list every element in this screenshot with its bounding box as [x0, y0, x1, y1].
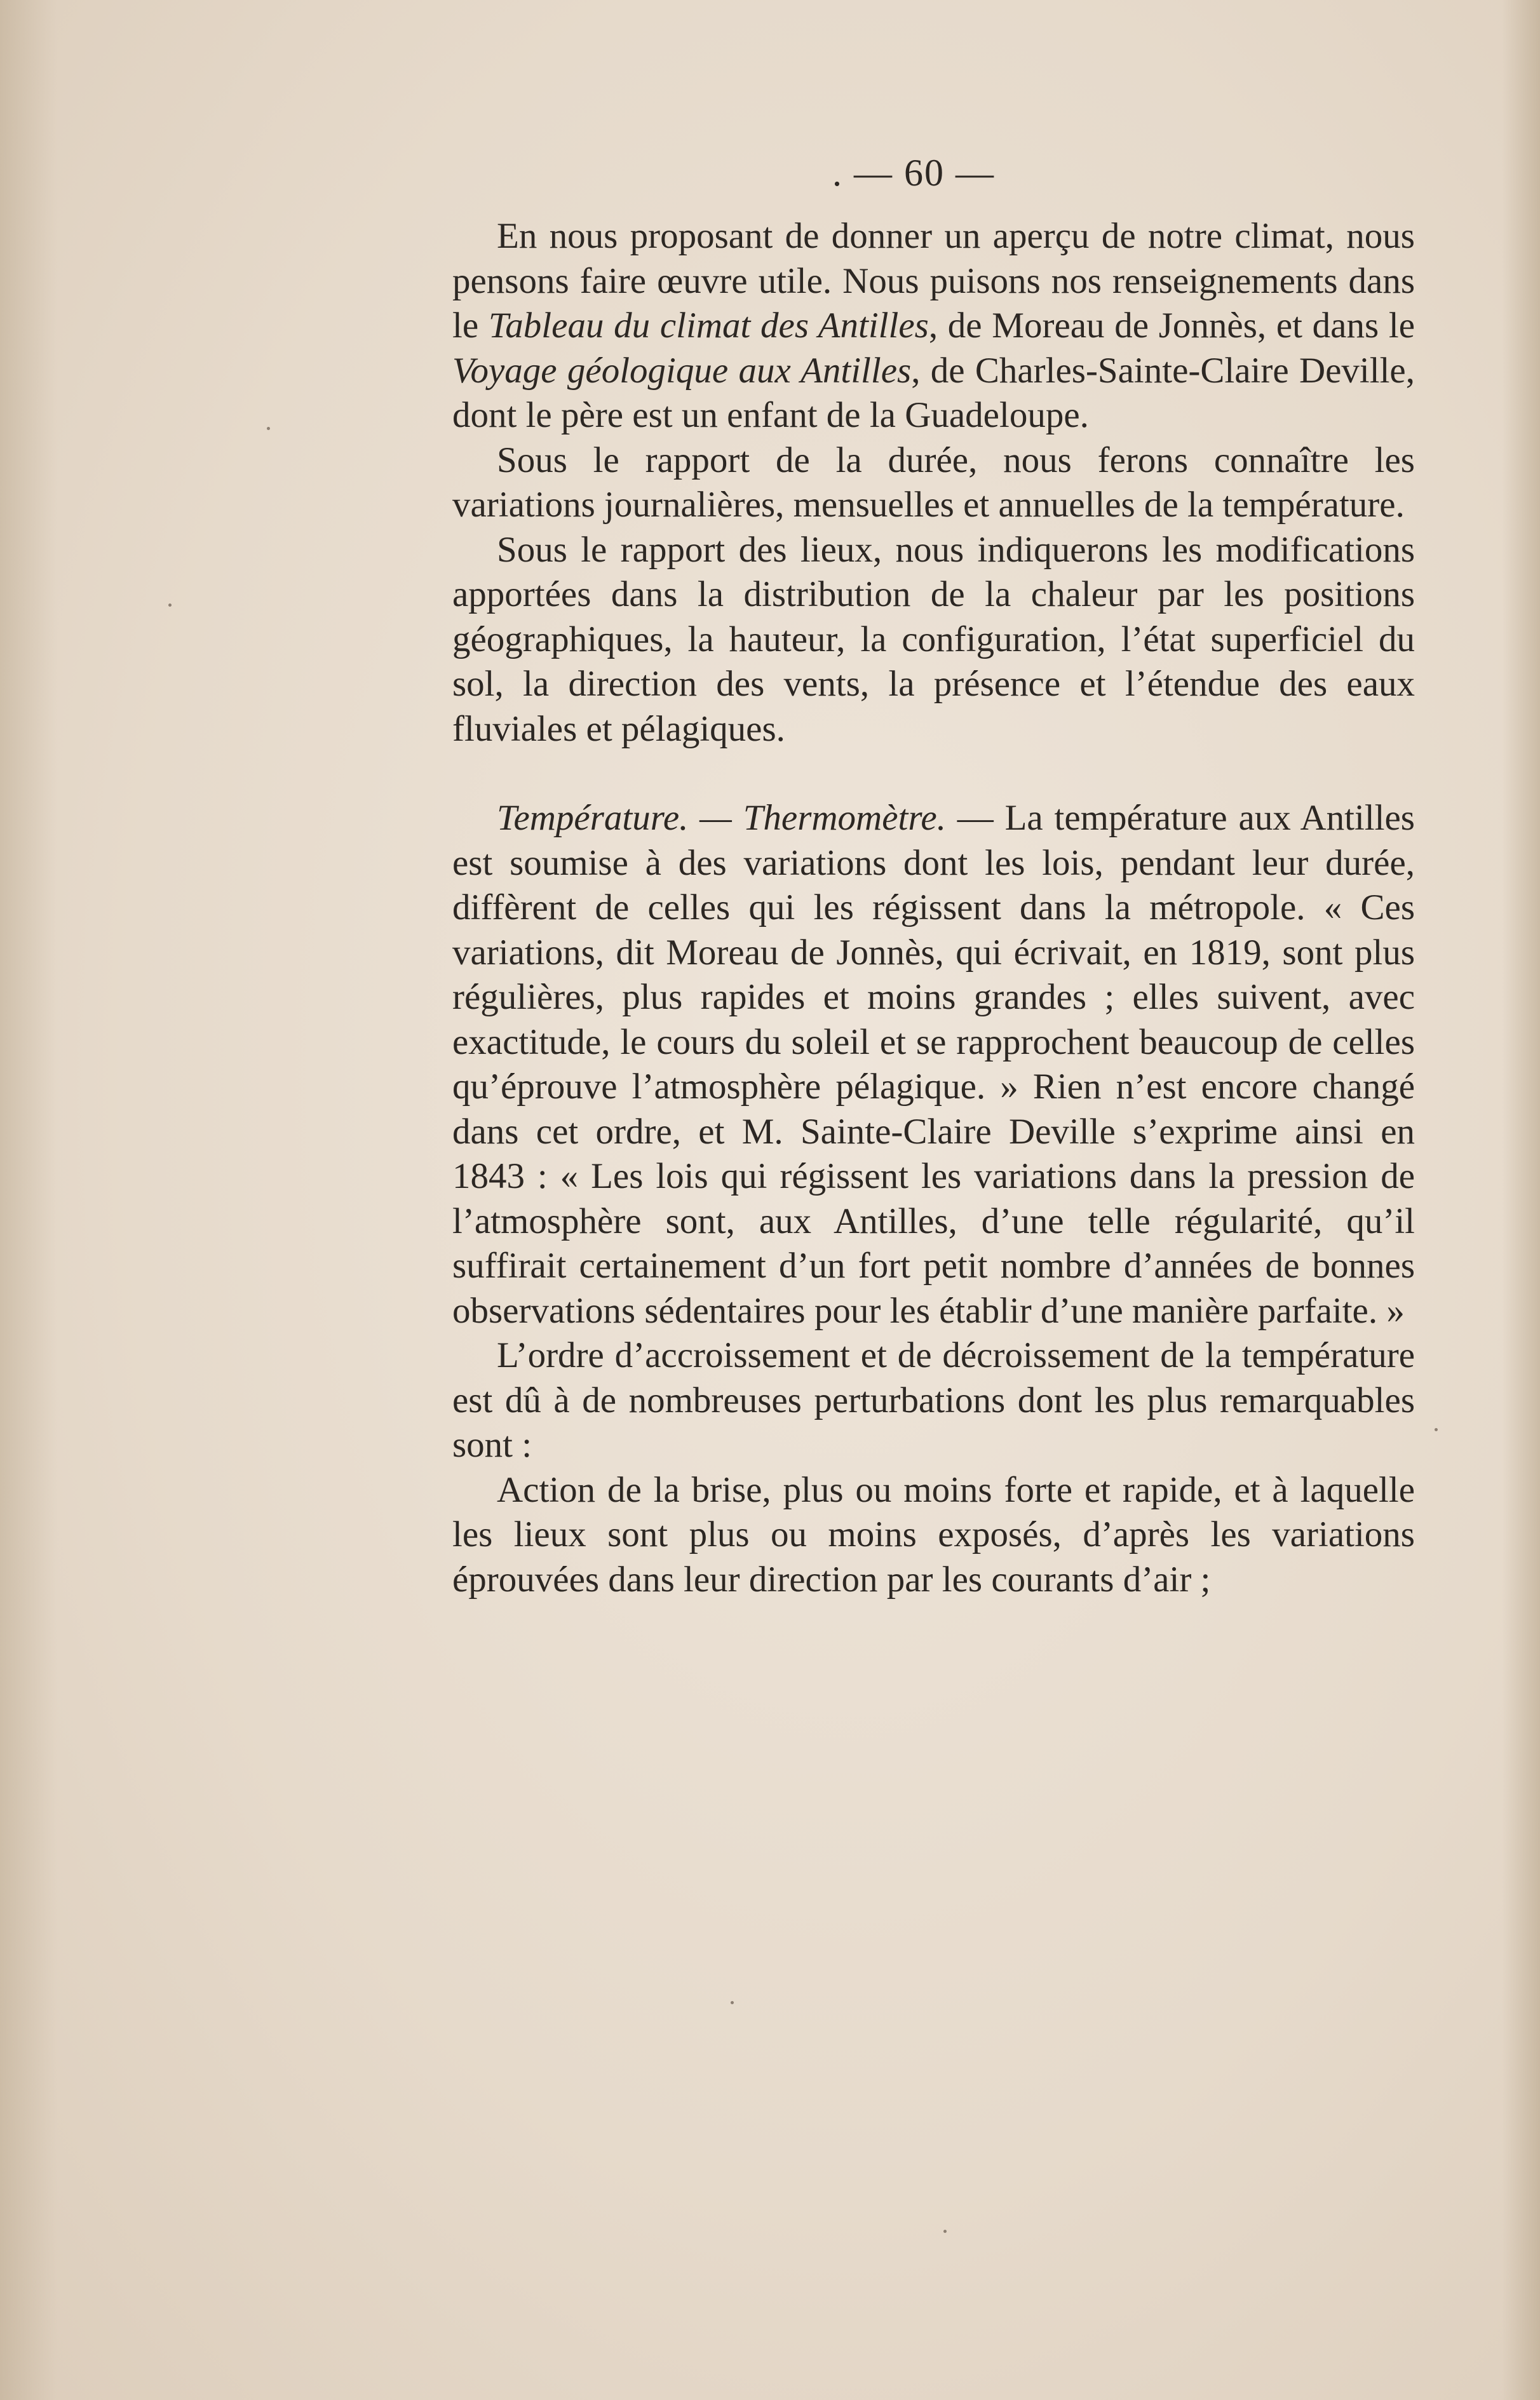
paragraph	[452, 1468, 1415, 1603]
paper-speck	[731, 2001, 734, 2004]
paper-speck	[943, 2230, 947, 2233]
text-run: — La température aux Antilles est soumise à des variations dont les lois, pendant leur durée, diffèrent de celles qui les régissent dans la métropole. « Ces variations, dit Moreau de Jonnès, qui écrivait, en 1819, sont plus régulières, plus rapides et moins grandes ; elles suivent, avec exactitude, le cours du soleil et se rapprochent beaucoup de celles qu’éprouve l’atmosphère pélagique. » Rien n’est encore changé dans cet ordre, et M. Sainte-Claire Deville s’exprime ainsi en 1843 : « Les lois qui régissent les variations dans la pression de l’atmosphère sont, aux Antilles, d’une telle régularité, qu’il suffirait certainement d’un fort petit nombre d’années de bonnes observations sédentaires pour les établir d’une manière parfaite. »	[452, 798, 1415, 1331]
page-edge-shadow-left	[0, 0, 57, 2400]
paragraph	[452, 438, 1415, 528]
text-run: En nous proposant de donner un aperçu de notre climat, nous pensons faire œuvre utile. Nous puisons nos renseignements dans le	[452, 216, 1415, 346]
text-run: Action de la brise, plus ou moins forte et rapide, et à laquelle les lieux sont plus ou moins exposés, d’après les variations éprouvées dans leur direction par les courants d’air ;	[452, 1469, 1415, 1600]
paragraph	[452, 214, 1415, 438]
paragraph	[452, 528, 1415, 752]
italic-text: Tableau du climat des Antilles	[488, 306, 929, 346]
body-text	[452, 214, 1415, 1602]
page-number: . — 60 —	[832, 152, 995, 194]
text-run: , de Moreau de Jonnès, et dans le	[928, 306, 1415, 346]
paper-speck	[1435, 1428, 1438, 1431]
text-run: Sous le rapport de la durée, nous ferons connaître les variations journalières, mensuelles et annuelles de la température.	[452, 440, 1415, 525]
text-run: , de Charles-Sainte-Claire Deville, dont le père est un enfant de la Guadeloupe.	[452, 350, 1415, 435]
text-run: Sous le rapport des lieux, nous indiquerons les modifications apportées dans la distribution de la chaleur par les positions géographiques, la hauteur, la configuration, l’état superficiel du sol, la direction des vents, la présence et l’étendue des eaux fluviales et pélagiques.	[452, 529, 1415, 749]
section-gap	[452, 752, 1415, 796]
paragraph	[452, 796, 1415, 1333]
text-run: L’ordre d’accroissement et de décroissement de la température est dû à de nombreuses perturbations dont les plus remarquables sont :	[452, 1335, 1415, 1465]
paper-speck	[267, 427, 270, 430]
italic-text: Température. — Thermomètre.	[497, 798, 946, 838]
page-edge-shadow-right	[1502, 0, 1540, 2400]
paragraph	[452, 1333, 1415, 1468]
paper-speck	[168, 603, 172, 607]
italic-text: Voyage géologique aux Antilles	[452, 350, 912, 391]
